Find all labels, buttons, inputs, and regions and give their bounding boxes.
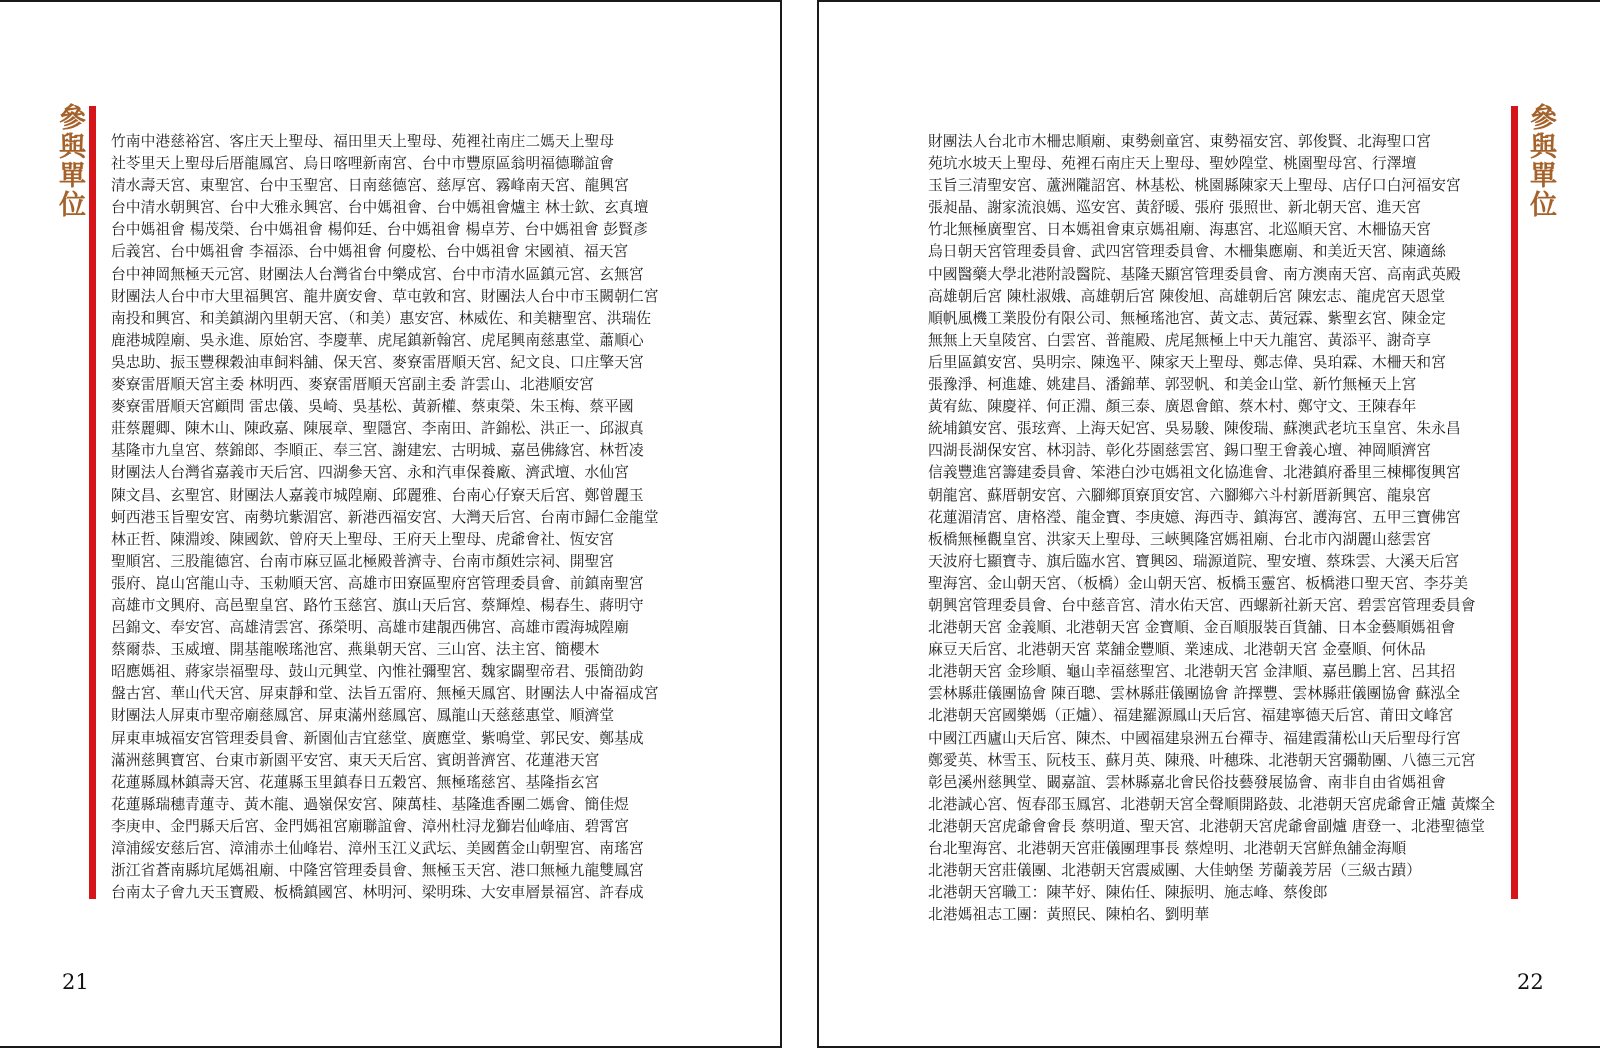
list-line: 后義宮、台中媽祖會 李福添、台中媽祖會 何慶松、台中媽祖會 宋國禎、福天宮 <box>111 243 629 261</box>
list-line: 林正哲、陳淵竣、陳國欽、曾府天上聖母、王府天上聖母、虎爺會社、恆安宮 <box>111 530 615 548</box>
list-line: 順帆風機工業股份有限公司、無極瑤池宮、黃文志、黃冠霖、紫聖玄宮、陳金定 <box>928 309 1446 327</box>
list-line: 花蓮縣瑞穗青蓮寺、黃木龍、過嶺保安宮、陳萬桂、基隆進香團二媽會、簡佳煜 <box>111 795 629 813</box>
list-line: 台南太子會九天玉寶殿、板橋鎮國宮、林明河、梁明珠、大安車層景福宮、許春成 <box>111 884 644 902</box>
list-line: 北港朝天宮職工：陳芊妤、陳佑任、陳振明、施志峰、蔡俊郎 <box>928 884 1328 902</box>
list-line: 麥寮雷厝順天宮顧問 雷忠儀、吳崎、吳基松、黃新權、蔡東榮、朱玉梅、蔡平國 <box>111 398 634 416</box>
page-number: 22 <box>1517 970 1544 994</box>
list-line: 張豫淨、柯進雄、姚建昌、潘錦華、郭翌帆、和美金山堂、新竹無極天上宮 <box>928 376 1417 394</box>
list-line: 蚵西港玉旨聖安宮、南勢坑紫湄宮、新港西福安宮、大灣天后宮、台南市歸仁金龍堂 <box>111 508 659 526</box>
list-line: 麻豆天后宮、北港朝天宮 菜舖金豐順、業速成、北港朝天宮 金臺順、何休品 <box>928 641 1426 659</box>
list-line: 黃宥紘、陳慶祥、何正淵、顏三泰、廣恩會館、蔡木村、鄭守文、王陳春年 <box>928 398 1417 416</box>
list-line: 北港媽祖志工團：黃照民、陳柏名、劉明華 <box>928 906 1210 924</box>
list-line: 鄭愛英、林雪玉、阮枝玉、蘇月英、陳飛、叶穗珠、北港朝天宮彌勒團、八德三元宮 <box>928 751 1476 769</box>
list-line: 台中神岡無極天元宮、財團法人台灣省台中樂成宮、台中市清水區鎮元宮、玄無宮 <box>111 265 644 283</box>
list-line: 吳忠助、振玉豐稞穀油車飼料舖、保天宮、麥寮雷厝順天宮、紀文良、口庄擎天宮 <box>111 353 644 371</box>
list-line: 高雄朝后宮 陳杜淑娥、高雄朝后宮 陳俊旭、高雄朝后宮 陳宏志、龍虎宮天恩堂 <box>928 287 1446 305</box>
list-line: 朝龍宮、蘇厝朝安宮、六腳鄉頂寮頂安宮、六腳鄉六斗村新厝新興宮、龍泉宮 <box>928 486 1432 504</box>
list-line: 北港朝天宮國樂媽（正爐）、福建羅源鳳山天后宮、福建寧德天后宮、莆田文峰宮 <box>928 707 1454 725</box>
list-line: 清水壽天宮、東聖宮、台中玉聖宮、日南慈德宮、慈厚宮、霧峰南天宮、龍興宮 <box>111 177 629 195</box>
list-line: 漳浦綏安慈后宮、漳浦赤土仙峰岩、漳州玉江义武坛、美國舊金山朝聖宮、南瑤宮 <box>111 840 644 857</box>
list-line: 財團法人台中市大里福興宮、龍井廣安會、草屯敦和宮、財團法人台中市玉闕朝仁宮 <box>111 287 659 305</box>
list-line: 朝興宮管理委員會、台中慈音宮、清水佑天宮、西螺新社新天宮、碧雲宮管理委員會 <box>928 596 1476 614</box>
list-line: 北港朝天宮 金義順、北港朝天宮 金寶順、金百順服裝百貨舖、日本金藝順媽祖會 <box>928 619 1456 637</box>
list-line: 李庚申、金門縣天后宮、金門媽祖宮廟聯誼會、漳州杜浔龙獅岩仙峰庙、碧霄宮 <box>111 817 629 835</box>
page-heading: 參與單位 <box>54 103 85 219</box>
list-line: 台中媽祖會 楊茂榮、台中媽祖會 楊仰廷、台中媽祖會 楊卓芳、台中媽祖會 彭賢彥 <box>111 221 648 239</box>
list-line: 信義豐進宮籌建委員會、笨港白沙屯媽祖文化協進會、北港鎮府番里三棟椰復興宮 <box>928 464 1461 482</box>
list-line: 花蓮湄清宮、唐格瀅、龍金寶、李庚嬑、海西寺、鎮海宮、護海宮、五甲三寶佛宮 <box>928 508 1461 526</box>
participant-list <box>928 131 1495 926</box>
list-line: 蔡爾恭、玉威壇、開基龍喉瑤池宮、燕巢朝天宮、三山宮、法主宮、簡櫻木 <box>111 641 600 659</box>
list-line: 竹北無極廣聖宮、日本媽祖會東京媽祖廟、海惠宮、北巡順天宮、木柵協天宮 <box>928 221 1432 239</box>
list-line: 高雄市文興府、高邑聖皇宮、路竹玉慈宮、旗山天后宮、蔡輝煌、楊春生、蔣明守 <box>111 596 644 614</box>
list-line: 浙江省蒼南縣坑尾媽祖廟、中隆宮管理委員會、無極玉天宮、港口無極九龍雙鳳宮 <box>111 862 644 880</box>
list-line: 彰邑溪州慈興堂、闞嘉誼、雲林縣嘉北會民俗技藝發展協會、南非自由省媽祖會 <box>928 773 1446 791</box>
list-line: 陳文昌、玄聖宮、財團法人嘉義市城隍廟、邱麗雅、台南心仔寮天后宮、鄭曾麗玉 <box>111 486 644 504</box>
list-line: 北港誠心宮、恆春邵玉鳳宮、北港朝天宮全聲順開路鼓、北港朝天宮虎爺會正爐 黃燦全 <box>928 795 1495 813</box>
list-line: 台中清水朝興宮、台中大雅永興宮、台中媽祖會、台中媽祖會爐主 林士欽、玄真壇 <box>111 199 649 217</box>
list-line: 呂錦文、奉安宮、高雄清雲宮、孫榮明、高雄市建靚西佛宮、高雄市霞海城隍廟 <box>111 619 629 637</box>
list-line: 北港朝天宮莊儀團、北港朝天宮震威團、大佳蚋堡 芳蘭義芳居（三級古蹟） <box>928 862 1422 880</box>
list-line: 雲林縣莊儀團協會 陳百聰、雲林縣莊儀團協會 許擇豐、雲林縣莊儀團協會 蘇泓全 <box>928 685 1461 703</box>
list-line: 烏日朝天宮管理委員會、武四宮管理委員會、木柵集應廟、和美近天宮、陳適絲 <box>928 243 1446 261</box>
list-line: 南投和興宮、和美鎮湖內里朝天宮、（和美）惠安宮、林威佐、和美糖聖宮、洪瑞佐 <box>111 309 652 327</box>
participant-list <box>111 131 659 904</box>
list-line: 屏東車城福安宮管理委員會、新園仙吉宜慈堂、廣應堂、紫鳴堂、郭民安、鄭基成 <box>111 729 644 747</box>
list-line: 社苓里天上聖母后厝龍鳳宮、烏日喀哩新南宮、台中市豐原區翁明福德聯誼會 <box>111 155 615 173</box>
list-line: 麥寮雷厝順天宮主委 林明西、麥寮雷厝順天宮副主委 許雲山、北港順安宮 <box>111 376 594 394</box>
list-line: 基隆市九皇宮、蔡錦郎、李順正、奉三宮、謝建宏、古明城、嘉邑佛緣宮、林哲凌 <box>111 442 644 460</box>
list-line: 財團法人台北市木柵忠順廟、東勢劍童宮、東勢福安宮、郭俊賢、北海聖口宮 <box>928 133 1432 150</box>
page-heading: 參與單位 <box>1525 103 1556 219</box>
list-line: 聖海宮、金山朝天宮、（板橋）金山朝天宮、板橋玉靈宮、板橋港口聖天宮、李芬美 <box>928 574 1469 592</box>
list-line: 玉旨三清聖安宮、蘆洲隴詔宮、林基松、桃園縣陳家天上聖母、店仔口白河福安宮 <box>928 177 1461 195</box>
right-page <box>817 0 1600 1048</box>
list-line: 四湖長湖保安宮、林羽詩、彰化芬園慈雲宮、錫口聖王會義心壇、神岡順濟宮 <box>928 442 1432 460</box>
list-line: 統埔鎮安宮、張玹齊、上海天妃宮、吳易駿、陳俊瑞、蘇澳武老坑玉皇宮、朱永昌 <box>928 420 1461 438</box>
list-line: 后里區鎮安宮、吳明宗、陳逸平、陳家天上聖母、鄭志偉、吳珀霖、木柵天和宮 <box>928 353 1446 371</box>
list-line: 天波府七顯寶寺、旗后臨水宮、寶興☒、瑞源道院、聖安壇、蔡珠雲、大溪天后宮 <box>928 552 1460 570</box>
list-line: 盤古宮、華山代天宮、屏東靜和堂、法旨五雷府、無極天鳳宮、財團法人中崙福成宮 <box>111 685 659 703</box>
list-line: 台北聖海宮、北港朝天宮莊儀團理事長 蔡煌明、北港朝天宮鮮魚舖金海順 <box>928 840 1407 857</box>
red-divider-bar <box>89 106 96 899</box>
page-number: 21 <box>62 970 89 994</box>
list-line: 莊蔡麗卿、陳木山、陳政嘉、陳展章、聖隱宮、李南田、許錦松、洪正一、邱淑真 <box>111 420 644 438</box>
list-line: 昭應媽祖、蔣家崇福聖母、鼓山元興堂、內惟社彌聖宮、魏家闢聖帝君、張簡劭鈞 <box>111 663 644 681</box>
list-line: 滿洲慈興寶宮、台東市新園平安宮、東天天后宮、賓朗普濟宮、花蓮港天宮 <box>111 751 600 769</box>
list-line: 苑坑水坡天上聖母、苑裡石南庄天上聖母、聖妙隍堂、桃園聖母宮、行澤壇 <box>928 155 1417 173</box>
list-line: 北港朝天宮虎爺會會長 蔡明道、聖天宮、北港朝天宮虎爺會副爐 唐登一、北港聖德堂 <box>928 817 1485 835</box>
left-page <box>0 0 782 1048</box>
list-line: 中國醫藥大學北港附設醫院、基隆天顯宮管理委員會、南方澳南天宮、高南武英殿 <box>928 265 1461 283</box>
list-line: 無無上天皇陵宮、白雲宮、普龍殿、虎尾無極上中天九龍宮、黃添平、謝奇享 <box>928 331 1432 349</box>
list-line: 財團法人屏東市聖帝廟慈鳳宮、屏東滿州慈鳳宮、鳳龍山天慈慈惠堂、順濟堂 <box>111 707 615 725</box>
list-line: 張府、崑山宮龍山寺、玉勅順天宮、高雄市田寮區聖府宮管理委員會、前鎮南聖宮 <box>111 574 644 592</box>
list-line: 花蓮縣鳳林鎮壽天宮、花蓮縣玉里鎮春日五穀宮、無極瑤慈宮、基隆指玄宮 <box>111 773 600 791</box>
list-line: 張昶晶、謝家流浪媽、巡安宮、黃舒暖、張府 張照世、新北朝天宮、進天宮 <box>928 199 1422 217</box>
red-divider-bar <box>1511 106 1518 899</box>
list-line: 竹南中港慈裕宮、客庄天上聖母、福田里天上聖母、苑裡社南庄二媽天上聖母 <box>111 133 615 150</box>
list-line: 中國江西廬山天后宮、陳杰、中國福建泉洲五台禪寺、福建霞蒲松山天后聖母行宮 <box>928 729 1461 747</box>
list-line: 北港朝天宮 金珍順、龜山幸福慈聖宮、北港朝天宮 金津順、嘉邑鵬上宮、呂其招 <box>928 663 1456 681</box>
list-line: 板橋無極觀皇宮、洪家天上聖母、三峽興隆宮媽祖廟、台北市內湖麗山慈雲宮 <box>928 530 1432 548</box>
list-line: 鹿港城隍廟、吳永進、原始宮、李慶華、虎尾鎮新翰宮、虎尾興南慈惠堂、蕭順心 <box>111 331 644 349</box>
list-line: 聖順宮、三股龍德宮、台南市麻豆區北極殿普濟寺、台南市顏姓宗祠、開聖宮 <box>111 552 615 570</box>
list-line: 財團法人台灣省嘉義市天后宮、四湖參天宮、永和汽車保養廠、濟武壇、水仙宮 <box>111 464 629 482</box>
